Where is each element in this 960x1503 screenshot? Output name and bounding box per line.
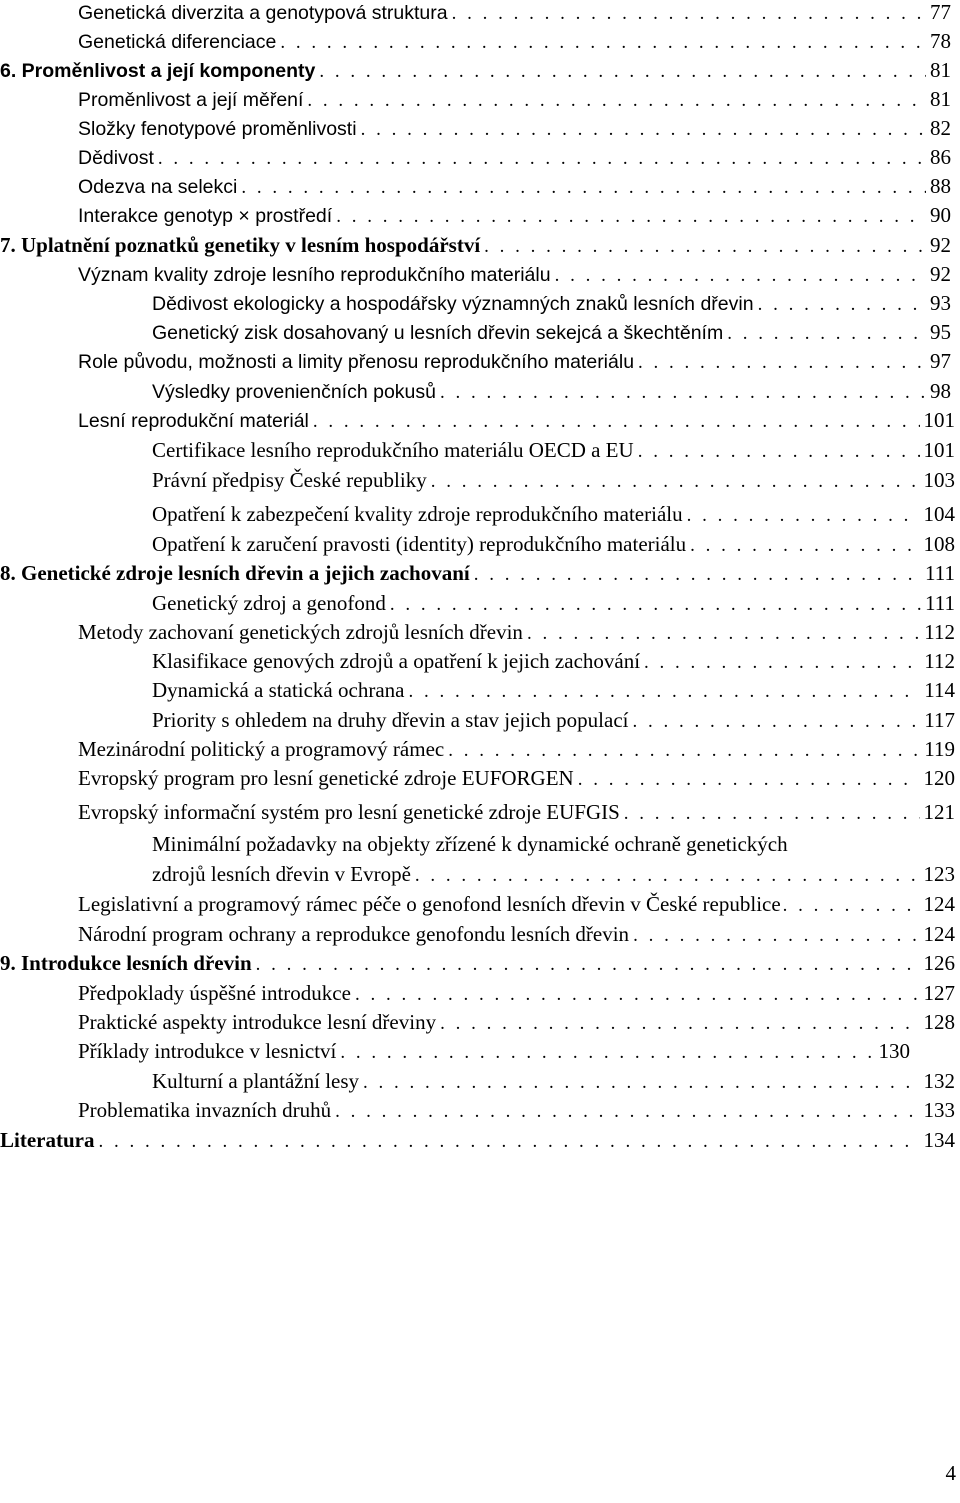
toc-entry-page: 78 bbox=[930, 29, 951, 53]
toc-entry-title: Dědivost bbox=[78, 147, 154, 169]
leader-dots bbox=[431, 467, 920, 497]
leader-dots bbox=[340, 1038, 874, 1068]
toc-entry-page: 112 bbox=[924, 620, 955, 644]
leader-dots bbox=[727, 319, 926, 349]
toc-subentry[interactable] bbox=[152, 705, 955, 735]
toc-entry-title: Mezinárodní politický a programový rámec bbox=[78, 737, 445, 761]
toc-entry-title: Kulturní a plantážní lesy bbox=[152, 1069, 360, 1093]
toc-entry-title: Opatření k zabezpečení kvality zdroje reprodukčního materiálu bbox=[152, 502, 683, 526]
toc-entry-title: Genetická diverzita a genotypová struktura bbox=[78, 2, 448, 24]
toc-chapter-entry[interactable] bbox=[0, 55, 951, 85]
toc-entry[interactable] bbox=[78, 346, 951, 376]
toc-entry-page: 92 bbox=[930, 262, 951, 286]
toc-entry-page: 124 bbox=[923, 922, 955, 946]
toc-subentry[interactable] bbox=[152, 288, 951, 318]
leader-dots bbox=[474, 560, 921, 590]
toc-subentry[interactable] bbox=[152, 435, 955, 465]
toc-entry-title: Proměnlivost a její měření bbox=[78, 89, 304, 111]
toc-entry-page: 92 bbox=[930, 233, 951, 257]
toc-entry-page: 95 bbox=[930, 320, 951, 344]
toc-entry-page: 81 bbox=[930, 58, 951, 82]
toc-entry-page: 111 bbox=[925, 561, 955, 585]
toc-entry-title: Metody zachovaní genetických zdrojů lesních dřevin bbox=[78, 620, 523, 644]
toc-entry-page: 88 bbox=[930, 174, 951, 198]
toc-entry-page: 98 bbox=[930, 379, 951, 403]
toc-subentry-first-line: Minimální požadavky na objekty zřízené k dynamické ochraně genetických bbox=[152, 832, 788, 856]
toc-entry-page: 97 bbox=[930, 349, 951, 373]
toc-entry-page: 101 bbox=[923, 408, 955, 432]
toc-entry[interactable] bbox=[78, 734, 955, 764]
toc-entry-page: 111 bbox=[925, 591, 955, 615]
leader-dots bbox=[361, 115, 926, 145]
toc-entry[interactable] bbox=[78, 1095, 955, 1125]
toc-chapter-entry[interactable] bbox=[0, 1125, 955, 1155]
leader-dots bbox=[578, 765, 920, 795]
toc-entry-page: 134 bbox=[923, 1128, 955, 1152]
toc-entry-title: 9. Introdukce lesních dřevin bbox=[0, 951, 252, 975]
toc-entry[interactable] bbox=[78, 617, 955, 647]
leader-dots bbox=[758, 290, 926, 320]
toc-entry-title: Příklady introdukce v lesnictví bbox=[78, 1039, 337, 1063]
toc-entry-title: Certifikace lesního reprodukčního materiálu OECD a EU bbox=[152, 438, 634, 462]
toc-subentry[interactable] bbox=[152, 859, 955, 889]
leader-dots bbox=[690, 531, 919, 561]
toc-entry-title: Praktické aspekty introdukce lesní dřeviny bbox=[78, 1010, 437, 1034]
toc-entry[interactable] bbox=[78, 1007, 955, 1037]
toc-entry-title: Legislativní a programový rámec péče o genofond lesních dřevin v České republice bbox=[78, 892, 781, 916]
toc-entry-title: 7. Uplatnění poznatků genetiky v lesním hospodářství bbox=[0, 233, 481, 257]
leader-dots bbox=[98, 1127, 919, 1157]
toc-entry-title: Právní předpisy České republiky bbox=[152, 468, 427, 492]
toc-entry-page: 133 bbox=[923, 1098, 955, 1122]
toc-entry-page: 117 bbox=[924, 708, 955, 732]
page-number: 4 bbox=[945, 1461, 956, 1485]
leader-dots bbox=[633, 921, 919, 951]
leader-dots bbox=[390, 590, 921, 620]
toc-entry-title: Opatření k zaručení pravosti (identity) reprodukčního materiálu bbox=[152, 532, 687, 556]
toc-entry-page: 86 bbox=[930, 145, 951, 169]
toc-entry[interactable] bbox=[78, 259, 951, 289]
toc-entry[interactable] bbox=[78, 142, 951, 172]
toc-entry-page: 90 bbox=[930, 203, 951, 227]
toc-entry[interactable] bbox=[78, 763, 955, 793]
toc-entry-page: 123 bbox=[923, 862, 955, 886]
toc-subentry[interactable] bbox=[152, 317, 951, 347]
toc-entry-title: Evropský informační systém pro lesní genetické zdroje EUFGIS bbox=[78, 800, 620, 824]
toc-entry-page: 93 bbox=[930, 291, 951, 315]
toc-entry[interactable] bbox=[78, 84, 951, 114]
toc-entry-page: 127 bbox=[923, 981, 955, 1005]
leader-dots bbox=[555, 261, 926, 291]
leader-dots bbox=[527, 619, 920, 649]
toc-subentry[interactable] bbox=[152, 646, 955, 676]
leader-dots bbox=[624, 799, 920, 829]
toc-entry-title: 6. Proměnlivost a její komponenty bbox=[0, 60, 316, 82]
toc-subentry[interactable] bbox=[152, 675, 955, 705]
toc-entry-title: Genetický zisk dosahovaný u lesních dřevin sekejcá a škechtěním bbox=[152, 322, 724, 344]
toc-entry-title: Dědivost ekologicky a hospodářsky významných znaků lesních dřevin bbox=[152, 293, 754, 315]
toc-entry-page: 81 bbox=[930, 87, 951, 111]
toc-entry[interactable] bbox=[78, 797, 955, 827]
toc-entry-title: Význam kvality zdroje lesního reprodukčního materiálu bbox=[78, 264, 551, 286]
toc-entry-page: 104 bbox=[923, 502, 955, 526]
toc-entry-title: Priority s ohledem na druhy dřevin a stav jejich populací bbox=[152, 708, 629, 732]
toc-entry-page: 77 bbox=[930, 0, 951, 24]
toc-entry-title: Klasifikace genových zdrojů a opatření k jejich zachování bbox=[152, 649, 641, 673]
toc-entry-title: Lesní reprodukční materiál bbox=[78, 410, 309, 432]
toc-entry-title: Genetická diferenciace bbox=[78, 31, 277, 53]
toc-chapter-entry[interactable] bbox=[0, 948, 955, 978]
leader-dots bbox=[638, 437, 920, 467]
toc-entry-title: 8. Genetické zdroje lesních dřevin a jejich zachovaní bbox=[0, 561, 470, 585]
leader-dots bbox=[632, 707, 920, 737]
toc-entry-page: 132 bbox=[923, 1069, 955, 1093]
toc-entry-title: Národní program ochrany a reprodukce genofondu lesních dřevin bbox=[78, 922, 630, 946]
toc-entry-page: 112 bbox=[924, 649, 955, 673]
toc-entry[interactable] bbox=[78, 919, 955, 949]
toc-entry-title: Evropský program pro lesní genetické zdroje EUFORGEN bbox=[78, 766, 574, 790]
toc-entry-page: 128 bbox=[923, 1010, 955, 1034]
toc-entry-page: 124 bbox=[923, 892, 955, 916]
toc-entry-page: 114 bbox=[924, 678, 955, 702]
leader-dots bbox=[319, 57, 926, 87]
toc-chapter-entry[interactable] bbox=[0, 558, 955, 588]
toc-entry-title: Dynamická a statická ochrana bbox=[152, 678, 405, 702]
leader-dots bbox=[336, 202, 926, 232]
leader-dots bbox=[280, 28, 926, 58]
toc-entry-page: 108 bbox=[923, 532, 955, 556]
toc-entry-title: Výsledky provenienčních pokusů bbox=[152, 381, 436, 403]
toc-entry[interactable] bbox=[78, 200, 951, 230]
toc-entry[interactable] bbox=[78, 0, 951, 27]
leader-dots bbox=[158, 144, 926, 174]
leader-dots bbox=[783, 891, 922, 921]
toc-entry-title: Složky fenotypové proměnlivosti bbox=[78, 118, 357, 140]
leader-dots bbox=[644, 648, 920, 678]
toc-entry-title: Odezva na selekci bbox=[78, 176, 238, 198]
toc-entry-title: Problematika invazních druhů bbox=[78, 1098, 332, 1122]
leader-dots bbox=[440, 378, 926, 408]
toc-entry-page: 82 bbox=[930, 116, 951, 140]
toc-entry-title: Předpoklady úspěšné introdukce bbox=[78, 981, 351, 1005]
toc-entry[interactable] bbox=[78, 405, 955, 435]
toc-entry[interactable] bbox=[78, 26, 951, 56]
toc-entry-page: 119 bbox=[924, 737, 955, 761]
toc-entry-title: Role původu, možnosti a limity přenosu reprodukčního materiálu bbox=[78, 351, 635, 373]
toc-entry[interactable] bbox=[78, 978, 955, 1008]
toc-entry-page: 103 bbox=[923, 468, 955, 492]
toc-subentry[interactable] bbox=[152, 465, 955, 495]
leader-dots bbox=[241, 173, 926, 203]
toc-subentry[interactable] bbox=[152, 376, 951, 406]
leader-dots bbox=[484, 232, 926, 262]
leader-dots bbox=[415, 861, 920, 891]
leader-dots bbox=[408, 677, 920, 707]
leader-dots bbox=[638, 348, 926, 378]
toc-entry-title: zdrojů lesních dřevin v Evropě bbox=[152, 862, 411, 886]
toc-entry-page: 120 bbox=[923, 766, 955, 790]
leader-dots bbox=[448, 736, 920, 766]
leader-dots bbox=[256, 950, 920, 980]
toc-entry[interactable] bbox=[78, 171, 951, 201]
toc-entry-page: 126 bbox=[923, 951, 955, 975]
toc-entry-title: Interakce genotyp × prostředí bbox=[78, 205, 333, 227]
toc-entry[interactable] bbox=[78, 1036, 910, 1066]
leader-dots bbox=[335, 1097, 919, 1127]
leader-dots bbox=[313, 407, 920, 437]
toc-entry-page: 101 bbox=[923, 438, 955, 462]
toc-chapter-entry[interactable] bbox=[0, 230, 951, 260]
leader-dots bbox=[440, 1009, 919, 1039]
toc-entry-title: Literatura bbox=[0, 1128, 95, 1152]
leader-dots bbox=[355, 980, 920, 1010]
toc-entry[interactable] bbox=[78, 889, 955, 919]
leader-dots bbox=[363, 1068, 919, 1098]
toc-entry-title: Genetický zdroj a genofond bbox=[152, 591, 386, 615]
leader-dots bbox=[687, 501, 920, 531]
toc-subentry[interactable] bbox=[152, 529, 955, 559]
leader-dots bbox=[307, 86, 926, 116]
toc-subentry[interactable] bbox=[152, 588, 955, 618]
toc-entry-page: 130 bbox=[878, 1039, 910, 1063]
leader-dots bbox=[452, 0, 926, 29]
toc-entry-page: 121 bbox=[923, 800, 955, 824]
toc-subentry[interactable] bbox=[152, 499, 955, 529]
toc-subentry[interactable] bbox=[152, 1066, 955, 1096]
toc-entry[interactable] bbox=[78, 113, 951, 143]
